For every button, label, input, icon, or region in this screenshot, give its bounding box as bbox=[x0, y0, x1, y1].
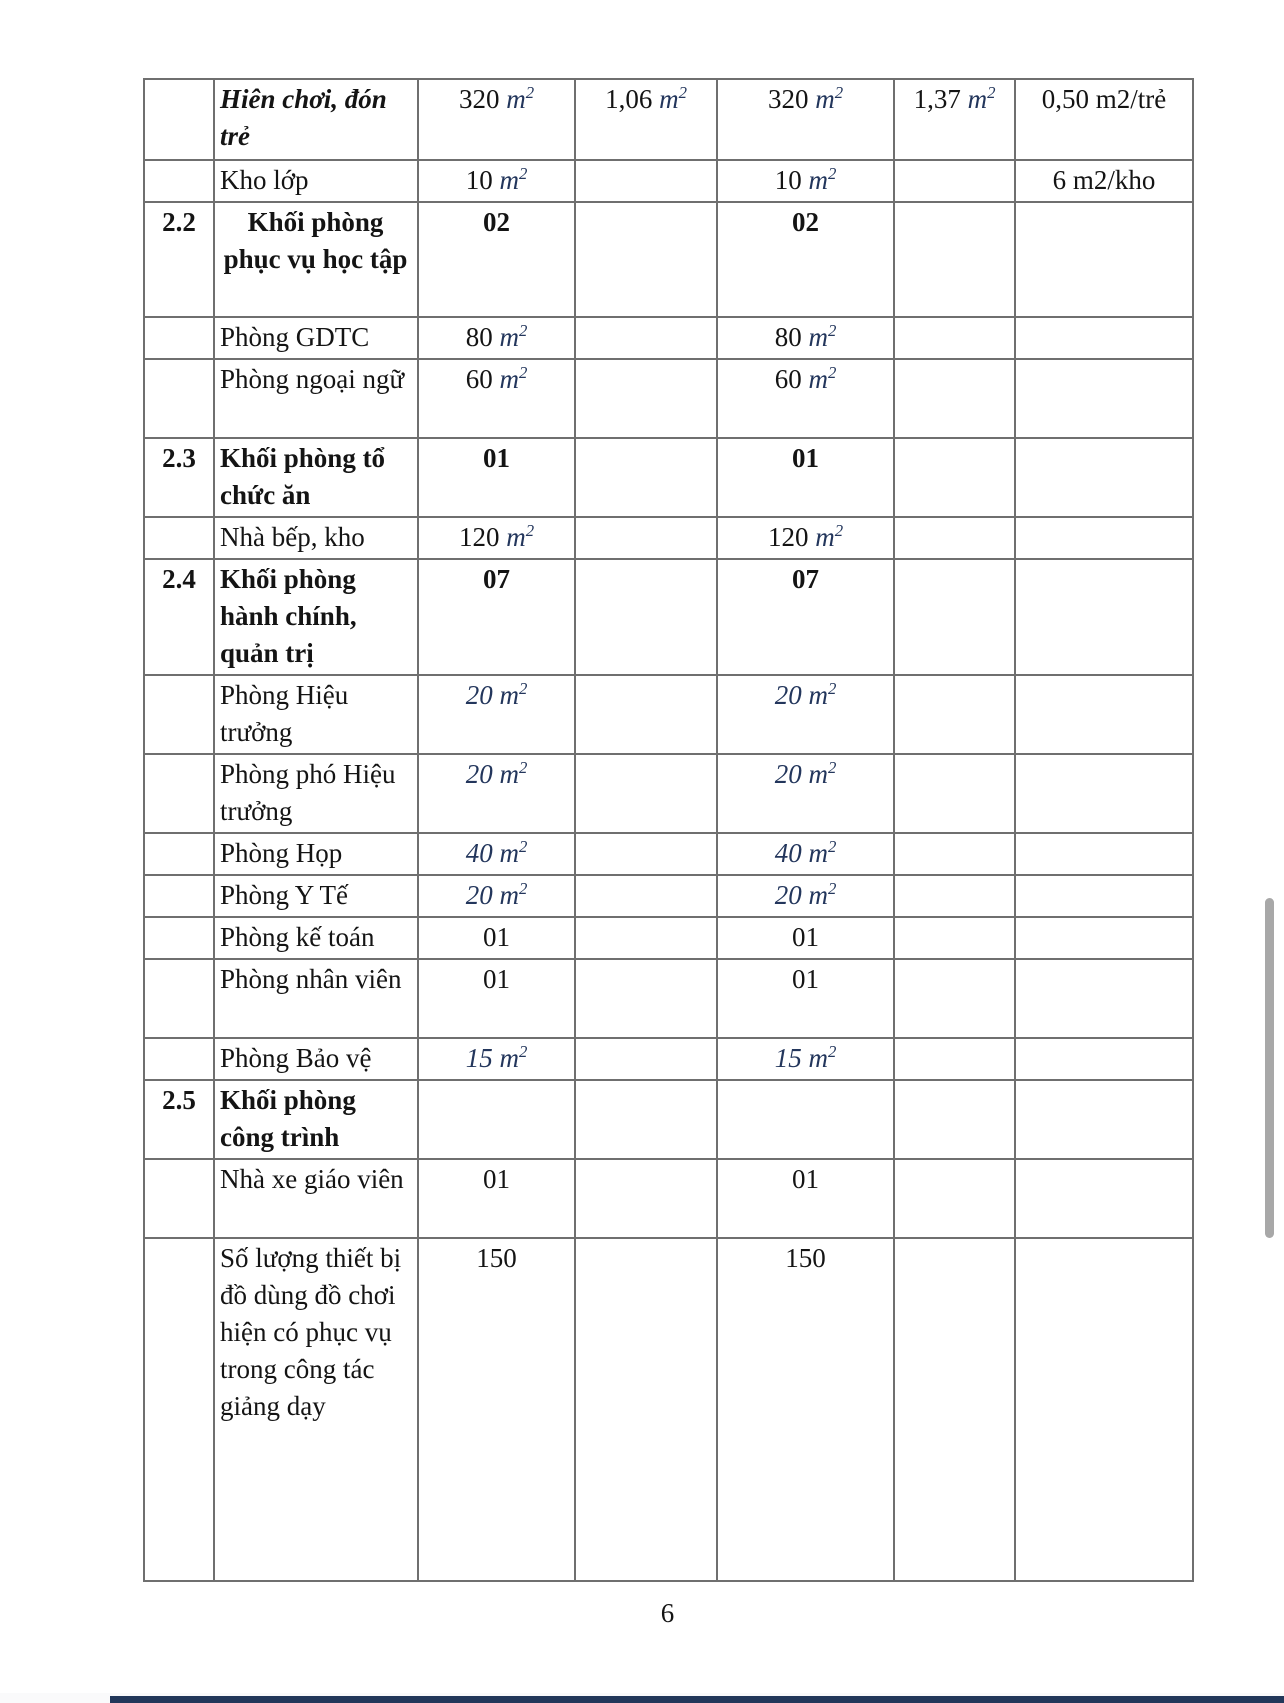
value-number: 120 bbox=[767, 522, 809, 552]
name-cell: Nhà xe giáo viên bbox=[214, 1159, 418, 1238]
value-unit-sup: 2 bbox=[525, 521, 535, 540]
name-cell: Phòng phó Hiệu trưởng bbox=[214, 754, 418, 833]
value-number: 60 bbox=[774, 364, 802, 394]
value-cell-1 bbox=[575, 1080, 717, 1159]
value-unit-sup: 2 bbox=[525, 83, 535, 102]
table-row bbox=[144, 517, 1193, 559]
value-unit: $m^2$ bbox=[801, 164, 837, 195]
facilities-table bbox=[143, 78, 1194, 1582]
value-cell-1 bbox=[575, 1238, 717, 1581]
value-unit-sup: 2 bbox=[827, 758, 837, 777]
value-cell-4 bbox=[1015, 1159, 1193, 1238]
value-cell-3 bbox=[894, 917, 1015, 959]
value-cell-1 bbox=[575, 1159, 717, 1238]
value-unit-sup: 2 bbox=[827, 363, 837, 382]
value-cell-2: 01 bbox=[717, 959, 894, 1038]
value-number: 80 bbox=[774, 322, 802, 352]
value-cell-4 bbox=[1015, 675, 1193, 754]
value-cell-4 bbox=[1015, 959, 1193, 1038]
value-cell-2 bbox=[717, 833, 894, 875]
value-number: 120 bbox=[458, 522, 500, 552]
value-cell-0: 02 bbox=[418, 202, 575, 317]
table-row bbox=[144, 875, 1193, 917]
value-cell-2 bbox=[717, 359, 894, 438]
value-cell-0 bbox=[418, 359, 575, 438]
value-unit-sup: 2 bbox=[827, 1042, 837, 1061]
value-cell-2 bbox=[717, 317, 894, 359]
value-unit-sup: 2 bbox=[518, 164, 528, 183]
value-unit-sup: 2 bbox=[827, 679, 837, 698]
value-unit-sup: 2 bbox=[518, 363, 528, 382]
value-cell-3 bbox=[894, 675, 1015, 754]
value-unit: $m^2$ bbox=[801, 837, 837, 868]
value-cell-2: 01 bbox=[717, 1159, 894, 1238]
value-cell-4 bbox=[1015, 875, 1193, 917]
value-cell-2 bbox=[717, 1038, 894, 1080]
value-cell-0 bbox=[418, 833, 575, 875]
value-cell-2 bbox=[717, 875, 894, 917]
value-number: 20 bbox=[774, 680, 802, 710]
value-unit: $m^2$ bbox=[801, 363, 837, 394]
value-unit: $m^2$ bbox=[808, 83, 844, 114]
stt-cell bbox=[144, 675, 214, 754]
value-cell-4: 6 m2/kho bbox=[1015, 160, 1193, 202]
value-cell-1 bbox=[575, 359, 717, 438]
value-cell-3 bbox=[894, 79, 1015, 160]
value-number: 15 bbox=[774, 1043, 802, 1073]
value-cell-3 bbox=[894, 1159, 1015, 1238]
table-row bbox=[144, 559, 1193, 675]
value-cell-1 bbox=[575, 917, 717, 959]
value-unit: $m^2$ bbox=[492, 837, 528, 868]
value-cell-4 bbox=[1015, 917, 1193, 959]
value-number: 1,06 bbox=[605, 84, 653, 114]
value-cell-0 bbox=[418, 1038, 575, 1080]
stt-cell bbox=[144, 1038, 214, 1080]
value-cell-2: 07 bbox=[717, 559, 894, 675]
value-number: 40 bbox=[465, 838, 493, 868]
value-number: 20 bbox=[774, 759, 802, 789]
value-cell-3 bbox=[894, 559, 1015, 675]
stt-cell bbox=[144, 875, 214, 917]
value-unit-sup: 2 bbox=[518, 321, 528, 340]
table-body bbox=[144, 79, 1193, 1581]
value-unit-sup: 2 bbox=[518, 679, 528, 698]
stt-cell bbox=[144, 359, 214, 438]
stt-cell: 2.4 bbox=[144, 559, 214, 675]
stt-cell: 2.5 bbox=[144, 1080, 214, 1159]
value-cell-1 bbox=[575, 317, 717, 359]
table-row bbox=[144, 1038, 1193, 1080]
footer-bar bbox=[110, 1696, 1284, 1703]
name-cell: Khối phòng tổ chức ăn bbox=[214, 438, 418, 517]
table-row bbox=[144, 1080, 1193, 1159]
value-cell-0: 07 bbox=[418, 559, 575, 675]
value-cell-3 bbox=[894, 959, 1015, 1038]
value-cell-4 bbox=[1015, 438, 1193, 517]
value-cell-4 bbox=[1015, 1080, 1193, 1159]
value-cell-0: 01 bbox=[418, 1159, 575, 1238]
name-cell: Số lượng thiết bị đồ dùng đồ chơi hiện có phục vụ trong công tác giảng dạy bbox=[214, 1238, 418, 1581]
stt-cell bbox=[144, 917, 214, 959]
value-cell-4 bbox=[1015, 1038, 1193, 1080]
table-row bbox=[144, 917, 1193, 959]
stt-cell: 2.2 bbox=[144, 202, 214, 317]
stt-cell bbox=[144, 160, 214, 202]
value-cell-2: 150 bbox=[717, 1238, 894, 1581]
value-cell-0 bbox=[418, 517, 575, 559]
value-cell-0 bbox=[418, 160, 575, 202]
value-cell-0: 01 bbox=[418, 959, 575, 1038]
page-number: 6 bbox=[660, 1598, 675, 1628]
value-number: 80 bbox=[465, 322, 493, 352]
value-number: 1,37 bbox=[913, 84, 961, 114]
value-cell-1 bbox=[575, 675, 717, 754]
value-cell-0 bbox=[418, 79, 575, 160]
name-cell: Khối phòng hành chính, quản trị bbox=[214, 559, 418, 675]
value-number: 40 bbox=[774, 838, 802, 868]
value-unit: $m^2$ bbox=[492, 321, 528, 352]
value-cell-3 bbox=[894, 833, 1015, 875]
value-cell-3 bbox=[894, 754, 1015, 833]
table-row bbox=[144, 317, 1193, 359]
value-cell-0 bbox=[418, 1080, 575, 1159]
value-unit: $m^2$ bbox=[492, 879, 528, 910]
value-number: 20 bbox=[465, 680, 493, 710]
value-unit: $m^2$ bbox=[801, 758, 837, 789]
value-cell-3 bbox=[894, 359, 1015, 438]
value-unit-sup: 2 bbox=[518, 837, 528, 856]
value-cell-2 bbox=[717, 79, 894, 160]
value-cell-4 bbox=[1015, 359, 1193, 438]
stt-cell: 2.3 bbox=[144, 438, 214, 517]
table-row bbox=[144, 438, 1193, 517]
value-unit: $m^2$ bbox=[801, 679, 837, 710]
value-cell-1 bbox=[575, 79, 717, 160]
stt-cell bbox=[144, 1159, 214, 1238]
value-cell-0: 150 bbox=[418, 1238, 575, 1581]
name-cell: Kho lớp bbox=[214, 160, 418, 202]
value-unit-sup: 2 bbox=[827, 164, 837, 183]
name-cell: Nhà bếp, kho bbox=[214, 517, 418, 559]
value-cell-0: 01 bbox=[418, 438, 575, 517]
value-cell-1 bbox=[575, 754, 717, 833]
table-row bbox=[144, 1238, 1193, 1581]
table-row bbox=[144, 79, 1193, 160]
value-unit-sup: 2 bbox=[834, 521, 844, 540]
value-cell-3 bbox=[894, 517, 1015, 559]
value-number: 20 bbox=[465, 880, 493, 910]
value-unit-sup: 2 bbox=[827, 837, 837, 856]
value-cell-1 bbox=[575, 959, 717, 1038]
name-cell: Phòng Y Tế bbox=[214, 875, 418, 917]
name-cell: Phòng kế toán bbox=[214, 917, 418, 959]
value-cell-4 bbox=[1015, 517, 1193, 559]
table-row bbox=[144, 202, 1193, 317]
value-cell-2 bbox=[717, 675, 894, 754]
stt-cell bbox=[144, 959, 214, 1038]
value-unit: $m^2$ bbox=[492, 1042, 528, 1073]
name-cell: Hiên chơi, đón trẻ bbox=[214, 79, 418, 160]
value-cell-1 bbox=[575, 438, 717, 517]
stt-cell bbox=[144, 833, 214, 875]
table-row bbox=[144, 675, 1193, 754]
name-cell: Khối phòng công trình bbox=[214, 1080, 418, 1159]
value-unit-sup: 2 bbox=[678, 83, 687, 102]
value-cell-2: 01 bbox=[717, 438, 894, 517]
table-row bbox=[144, 1159, 1193, 1238]
table-row bbox=[144, 833, 1193, 875]
value-cell-1 bbox=[575, 517, 717, 559]
value-cell-1 bbox=[575, 559, 717, 675]
value-cell-4 bbox=[1015, 202, 1193, 317]
name-cell: Phòng Họp bbox=[214, 833, 418, 875]
stt-cell bbox=[144, 517, 214, 559]
value-cell-3 bbox=[894, 160, 1015, 202]
value-unit-sup: 2 bbox=[834, 83, 844, 102]
name-cell: Phòng Bảo vệ bbox=[214, 1038, 418, 1080]
value-cell-3 bbox=[894, 202, 1015, 317]
value-unit-sup: 2 bbox=[827, 321, 837, 340]
value-cell-3 bbox=[894, 1038, 1015, 1080]
value-unit: $m^2$ bbox=[801, 879, 837, 910]
name-cell: Phòng nhân viên bbox=[214, 959, 418, 1038]
value-unit: $m^2$ bbox=[801, 321, 837, 352]
value-unit-sup: 2 bbox=[987, 83, 996, 102]
value-cell-3 bbox=[894, 1080, 1015, 1159]
value-unit-sup: 2 bbox=[827, 879, 837, 898]
name-cell: Phòng GDTC bbox=[214, 317, 418, 359]
value-unit: $m^2$ bbox=[960, 83, 996, 114]
value-unit-sup: 2 bbox=[518, 1042, 528, 1061]
value-cell-4 bbox=[1015, 833, 1193, 875]
stt-cell bbox=[144, 79, 214, 160]
value-cell-4 bbox=[1015, 559, 1193, 675]
scrollbar-thumb[interactable] bbox=[1265, 898, 1274, 1238]
value-cell-1 bbox=[575, 160, 717, 202]
value-cell-2 bbox=[717, 517, 894, 559]
value-unit: $m^2$ bbox=[801, 1042, 837, 1073]
value-unit: $m^2$ bbox=[492, 679, 528, 710]
value-number: 10 bbox=[465, 165, 493, 195]
value-cell-2 bbox=[717, 1080, 894, 1159]
stt-cell bbox=[144, 754, 214, 833]
value-number: 10 bbox=[774, 165, 802, 195]
value-unit: $m^2$ bbox=[652, 83, 687, 114]
value-cell-3 bbox=[894, 875, 1015, 917]
value-number: 60 bbox=[465, 364, 493, 394]
value-number: 15 bbox=[465, 1043, 493, 1073]
table-row bbox=[144, 359, 1193, 438]
value-cell-1 bbox=[575, 202, 717, 317]
value-cell-0: 01 bbox=[418, 917, 575, 959]
value-cell-2 bbox=[717, 754, 894, 833]
value-cell-2: 02 bbox=[717, 202, 894, 317]
value-number: 20 bbox=[465, 759, 493, 789]
value-cell-3 bbox=[894, 438, 1015, 517]
value-number: 20 bbox=[774, 880, 802, 910]
name-cell: Khối phòng phục vụ học tập bbox=[214, 202, 418, 317]
value-cell-4 bbox=[1015, 754, 1193, 833]
value-unit: $m^2$ bbox=[808, 521, 844, 552]
stt-cell bbox=[144, 1238, 214, 1581]
table-row bbox=[144, 959, 1193, 1038]
value-unit: $m^2$ bbox=[492, 758, 528, 789]
value-unit: $m^2$ bbox=[499, 83, 535, 114]
value-cell-3 bbox=[894, 317, 1015, 359]
name-cell: Phòng ngoại ngữ bbox=[214, 359, 418, 438]
name-cell: Phòng Hiệu trưởng bbox=[214, 675, 418, 754]
table-row bbox=[144, 754, 1193, 833]
value-cell-3 bbox=[894, 1238, 1015, 1581]
value-number: 320 bbox=[458, 84, 500, 114]
value-cell-1 bbox=[575, 875, 717, 917]
value-cell-4: 0,50 m2/trẻ bbox=[1015, 79, 1193, 160]
value-unit-sup: 2 bbox=[518, 879, 528, 898]
value-cell-4 bbox=[1015, 317, 1193, 359]
value-cell-4 bbox=[1015, 1238, 1193, 1581]
value-cell-2: 01 bbox=[717, 917, 894, 959]
value-unit: $m^2$ bbox=[492, 363, 528, 394]
value-cell-1 bbox=[575, 833, 717, 875]
value-cell-0 bbox=[418, 317, 575, 359]
value-cell-0 bbox=[418, 875, 575, 917]
table-row bbox=[144, 160, 1193, 202]
value-number: 320 bbox=[767, 84, 809, 114]
value-cell-2 bbox=[717, 160, 894, 202]
value-unit: $m^2$ bbox=[492, 164, 528, 195]
value-cell-1 bbox=[575, 1038, 717, 1080]
value-cell-0 bbox=[418, 754, 575, 833]
value-unit-sup: 2 bbox=[518, 758, 528, 777]
value-unit: $m^2$ bbox=[499, 521, 535, 552]
value-cell-0 bbox=[418, 675, 575, 754]
stt-cell bbox=[144, 317, 214, 359]
